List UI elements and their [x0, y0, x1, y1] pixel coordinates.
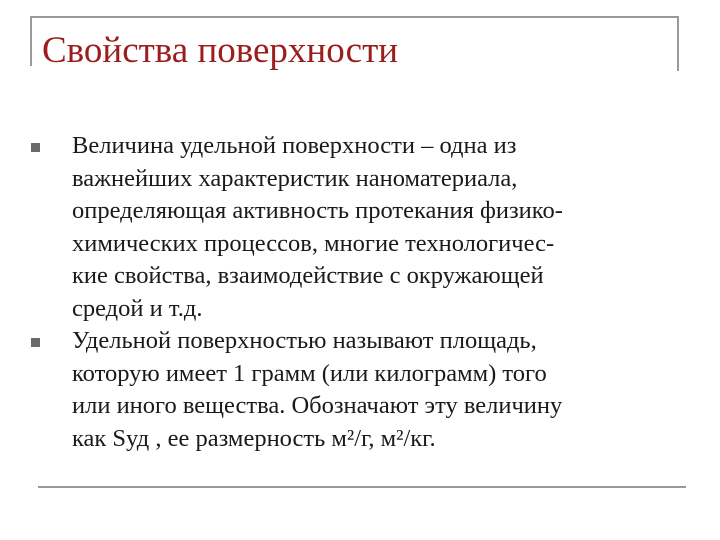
bullet-text-line: как Sуд , ее размерность м²/г, м²/кг. — [72, 424, 436, 452]
slide-title: Свойства поверхности — [42, 30, 399, 71]
square-bullet-icon — [31, 338, 40, 347]
bullet-text-line: которую имеет 1 грамм (или килограмм) того — [72, 359, 547, 387]
bullet-item-specific-surface-importance — [30, 130, 690, 325]
bullet-text-line: или иного вещества. Обозначают эту величину — [72, 392, 563, 419]
frame-right-line — [677, 16, 679, 71]
bottom-rule-line — [38, 486, 686, 488]
bullet-text-line: важнейших характеристик наноматериала, — [72, 164, 518, 192]
bullet-item-specific-surface-definition — [30, 325, 690, 455]
frame-top-line — [30, 16, 678, 18]
bullet-text-line: определяющая активность протекания физико- — [72, 197, 563, 224]
bullet-text-line: химических процессов, многие технологичес- — [72, 229, 555, 257]
frame-left-line — [30, 16, 32, 66]
bullet-text-line: кие свойства, взаимодействие с окружающей — [72, 262, 544, 289]
square-bullet-icon — [31, 143, 40, 152]
bullet-list — [30, 130, 690, 455]
bullet-text-line: Величина удельной поверхности – одна из — [72, 132, 517, 159]
bullet-text-line: Удельной поверхностью называют площадь, — [72, 327, 537, 354]
bullet-text-line: средой и т.д. — [72, 294, 203, 322]
